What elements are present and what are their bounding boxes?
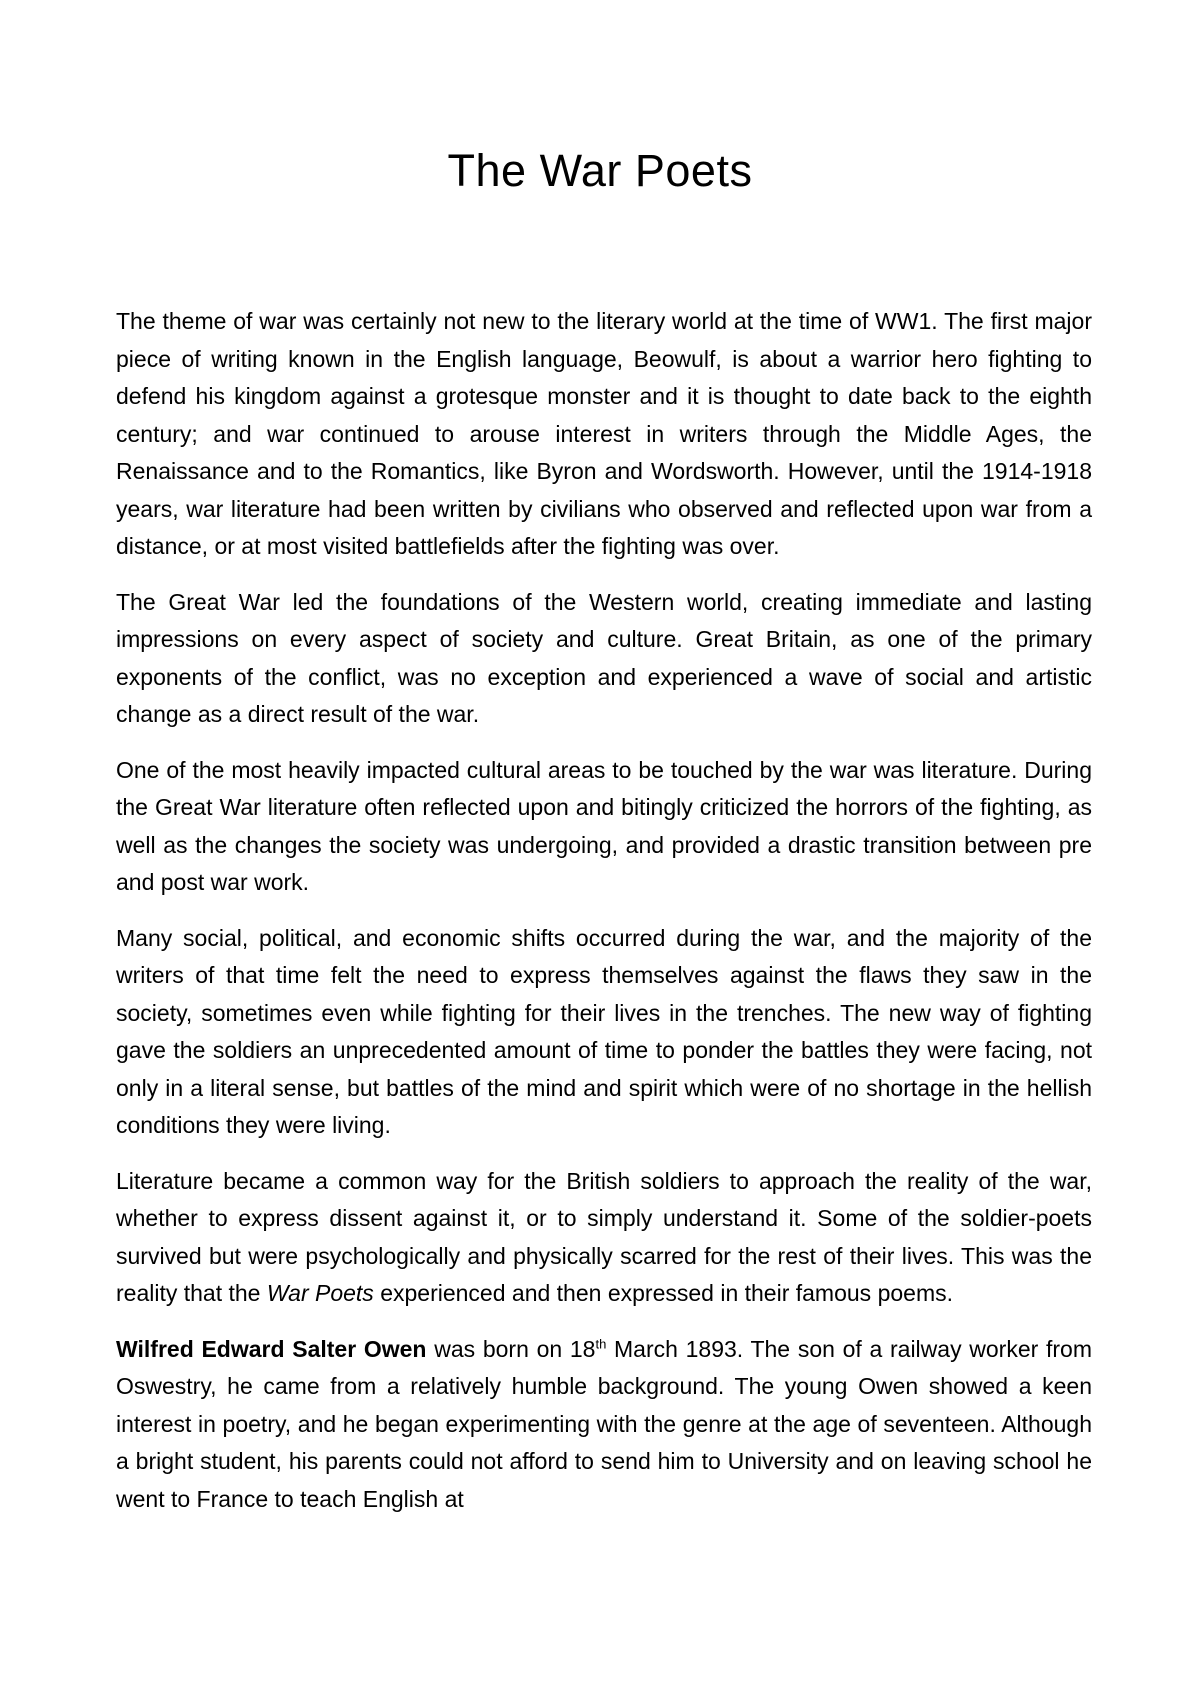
paragraph-owen-biography <box>116 1331 1092 1519</box>
paragraph-soldier-poets-text: Literature became a common way for the British soldiers to approach the reality of the war, whether to express dissent against it, or to simply understand it. Some of the soldier-poets survived but were psychologically and physically scarred for the rest of their lives. This was the reality that the <box>116 1167 1092 1306</box>
paragraph-soldier-poets-end: experienced and then expressed in their famous poems. <box>373 1280 953 1306</box>
paragraph-literature-impact: One of the most heavily impacted cultural areas to be touched by the war was literature. During the Great War literature often reflected upon and bitingly criticized the horrors of the fighting, as well as the changes the society was undergoing, and provided a drastic transition between pre and post war work. <box>116 756 1092 895</box>
paragraph-soldier-poets <box>116 1163 1092 1313</box>
document-body <box>116 303 1092 1536</box>
war-poets-italic: War Poets <box>266 1280 374 1306</box>
owen-full-name: Wilfred Edward Salter Owen <box>116 1335 427 1362</box>
owen-birth-text: was born on 18 <box>426 1335 596 1362</box>
paragraph-social-shifts: Many social, political, and economic shifts occurred during the war, and the majority of the writers of that time felt the need to express themselves against the flaws they saw in the society, sometimes even while fighting for their lives in the trenches. The new way of fighting gave the soldiers an unprecedented amount of time to ponder the battles they were facing, not only in a literal sense, but battles of the mind and spirit which were of no shortage in the hellish conditions they were living. <box>116 924 1092 1138</box>
paragraph-war-theme: The theme of war was certainly not new to the literary world at the time of WW1. The first major piece of writing known in the English language, Beowulf, is about a warrior hero fighting to defend his kingdom against a grotesque monster and it is thought to date back to the eighth century; and war continued to arouse interest in writers through the Middle Ages, the Renaissance and to the Romantics, like Byron and Wordsworth. However, until the 1914-1918 years, war literature had been written by civilians who observed and reflected upon war from a distance, or at most visited battlefields after the fighting was over. <box>116 308 1092 559</box>
document-title: The War Poets <box>447 145 753 196</box>
ordinal-suffix: th <box>595 1335 607 1351</box>
paragraph-great-war: The Great War led the foundations of the Western world, creating immediate and lasting impressions on every aspect of society and culture. Great Britain, as one of the primary exponents of the conflict, was no exception and experienced a wave of social and artistic change as a direct result of the war. <box>116 588 1092 727</box>
owen-biography-text: March 1893. The son of a railway worker from Oswestry, he came from a relatively humble background. The young Owen showed a keen interest in poetry, and he began experimenting with the genre at the age of seventeen. Although a bright student, his parents could not afford to send him to University and on leaving school he went to France to teach English at <box>116 1335 1093 1512</box>
